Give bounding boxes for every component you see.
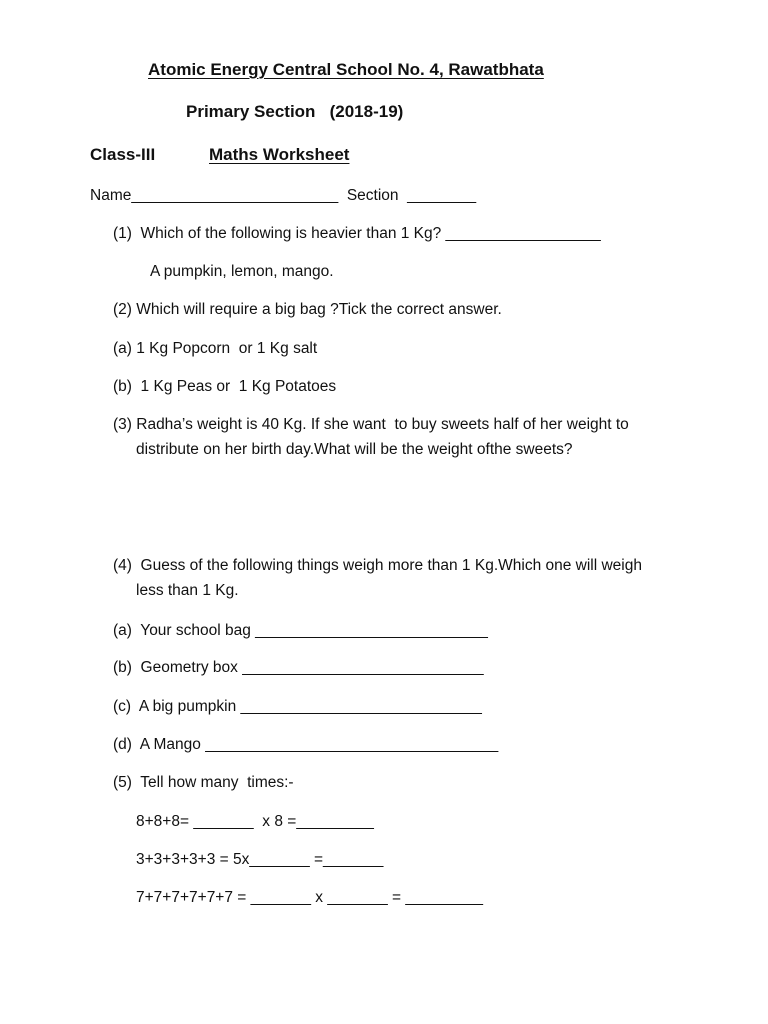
question-5-row-1: 8+8+8= _______ x 8 =_________ <box>136 813 374 830</box>
worksheet-title: Maths Worksheet <box>209 145 350 164</box>
question-5-row-3: 7+7+7+7+7+7 = _______ x _______ = _________ <box>136 889 483 906</box>
name-section-line: Name________________________ Section ________ <box>90 187 477 204</box>
question-1-options: A pumpkin, lemon, mango. <box>150 263 334 280</box>
question-2-option-b: (b) 1 Kg Peas or 1 Kg Potatoes <box>113 378 337 395</box>
question-3-line-1: (3) Radha’s weight is 40 Kg. If she want to buy sweets half of her weight to <box>113 416 629 433</box>
section-year-heading: Primary Section (2018-19) <box>186 102 404 121</box>
question-4-item-c: (c) A big pumpkin ____________________________ <box>113 698 482 715</box>
question-3-line-2: distribute on her birth day.What will be the weight ofthe sweets? <box>136 441 573 458</box>
question-4-line-1: (4) Guess of the following things weigh more than 1 Kg.Which one will weigh <box>113 557 642 574</box>
question-5: (5) Tell how many times:- <box>113 774 294 791</box>
question-4-item-a: (a) Your school bag ___________________________ <box>113 622 488 639</box>
question-1: (1) Which of the following is heavier than 1 Kg? __________________ <box>113 225 601 242</box>
question-5-row-2: 3+3+3+3+3 = 5x_______ =_______ <box>136 851 384 868</box>
question-4-item-d: (d) A Mango __________________________________ <box>113 736 499 753</box>
school-name-heading: Atomic Energy Central School No. 4, Rawatbhata <box>148 60 544 79</box>
class-label: Class-III <box>90 145 156 164</box>
question-4-line-2: less than 1 Kg. <box>136 582 239 599</box>
question-2-option-a: (a) 1 Kg Popcorn or 1 Kg salt <box>113 340 318 357</box>
question-2: (2) Which will require a big bag ?Tick the correct answer. <box>113 301 502 318</box>
question-4-item-b: (b) Geometry box ____________________________ <box>113 659 484 676</box>
